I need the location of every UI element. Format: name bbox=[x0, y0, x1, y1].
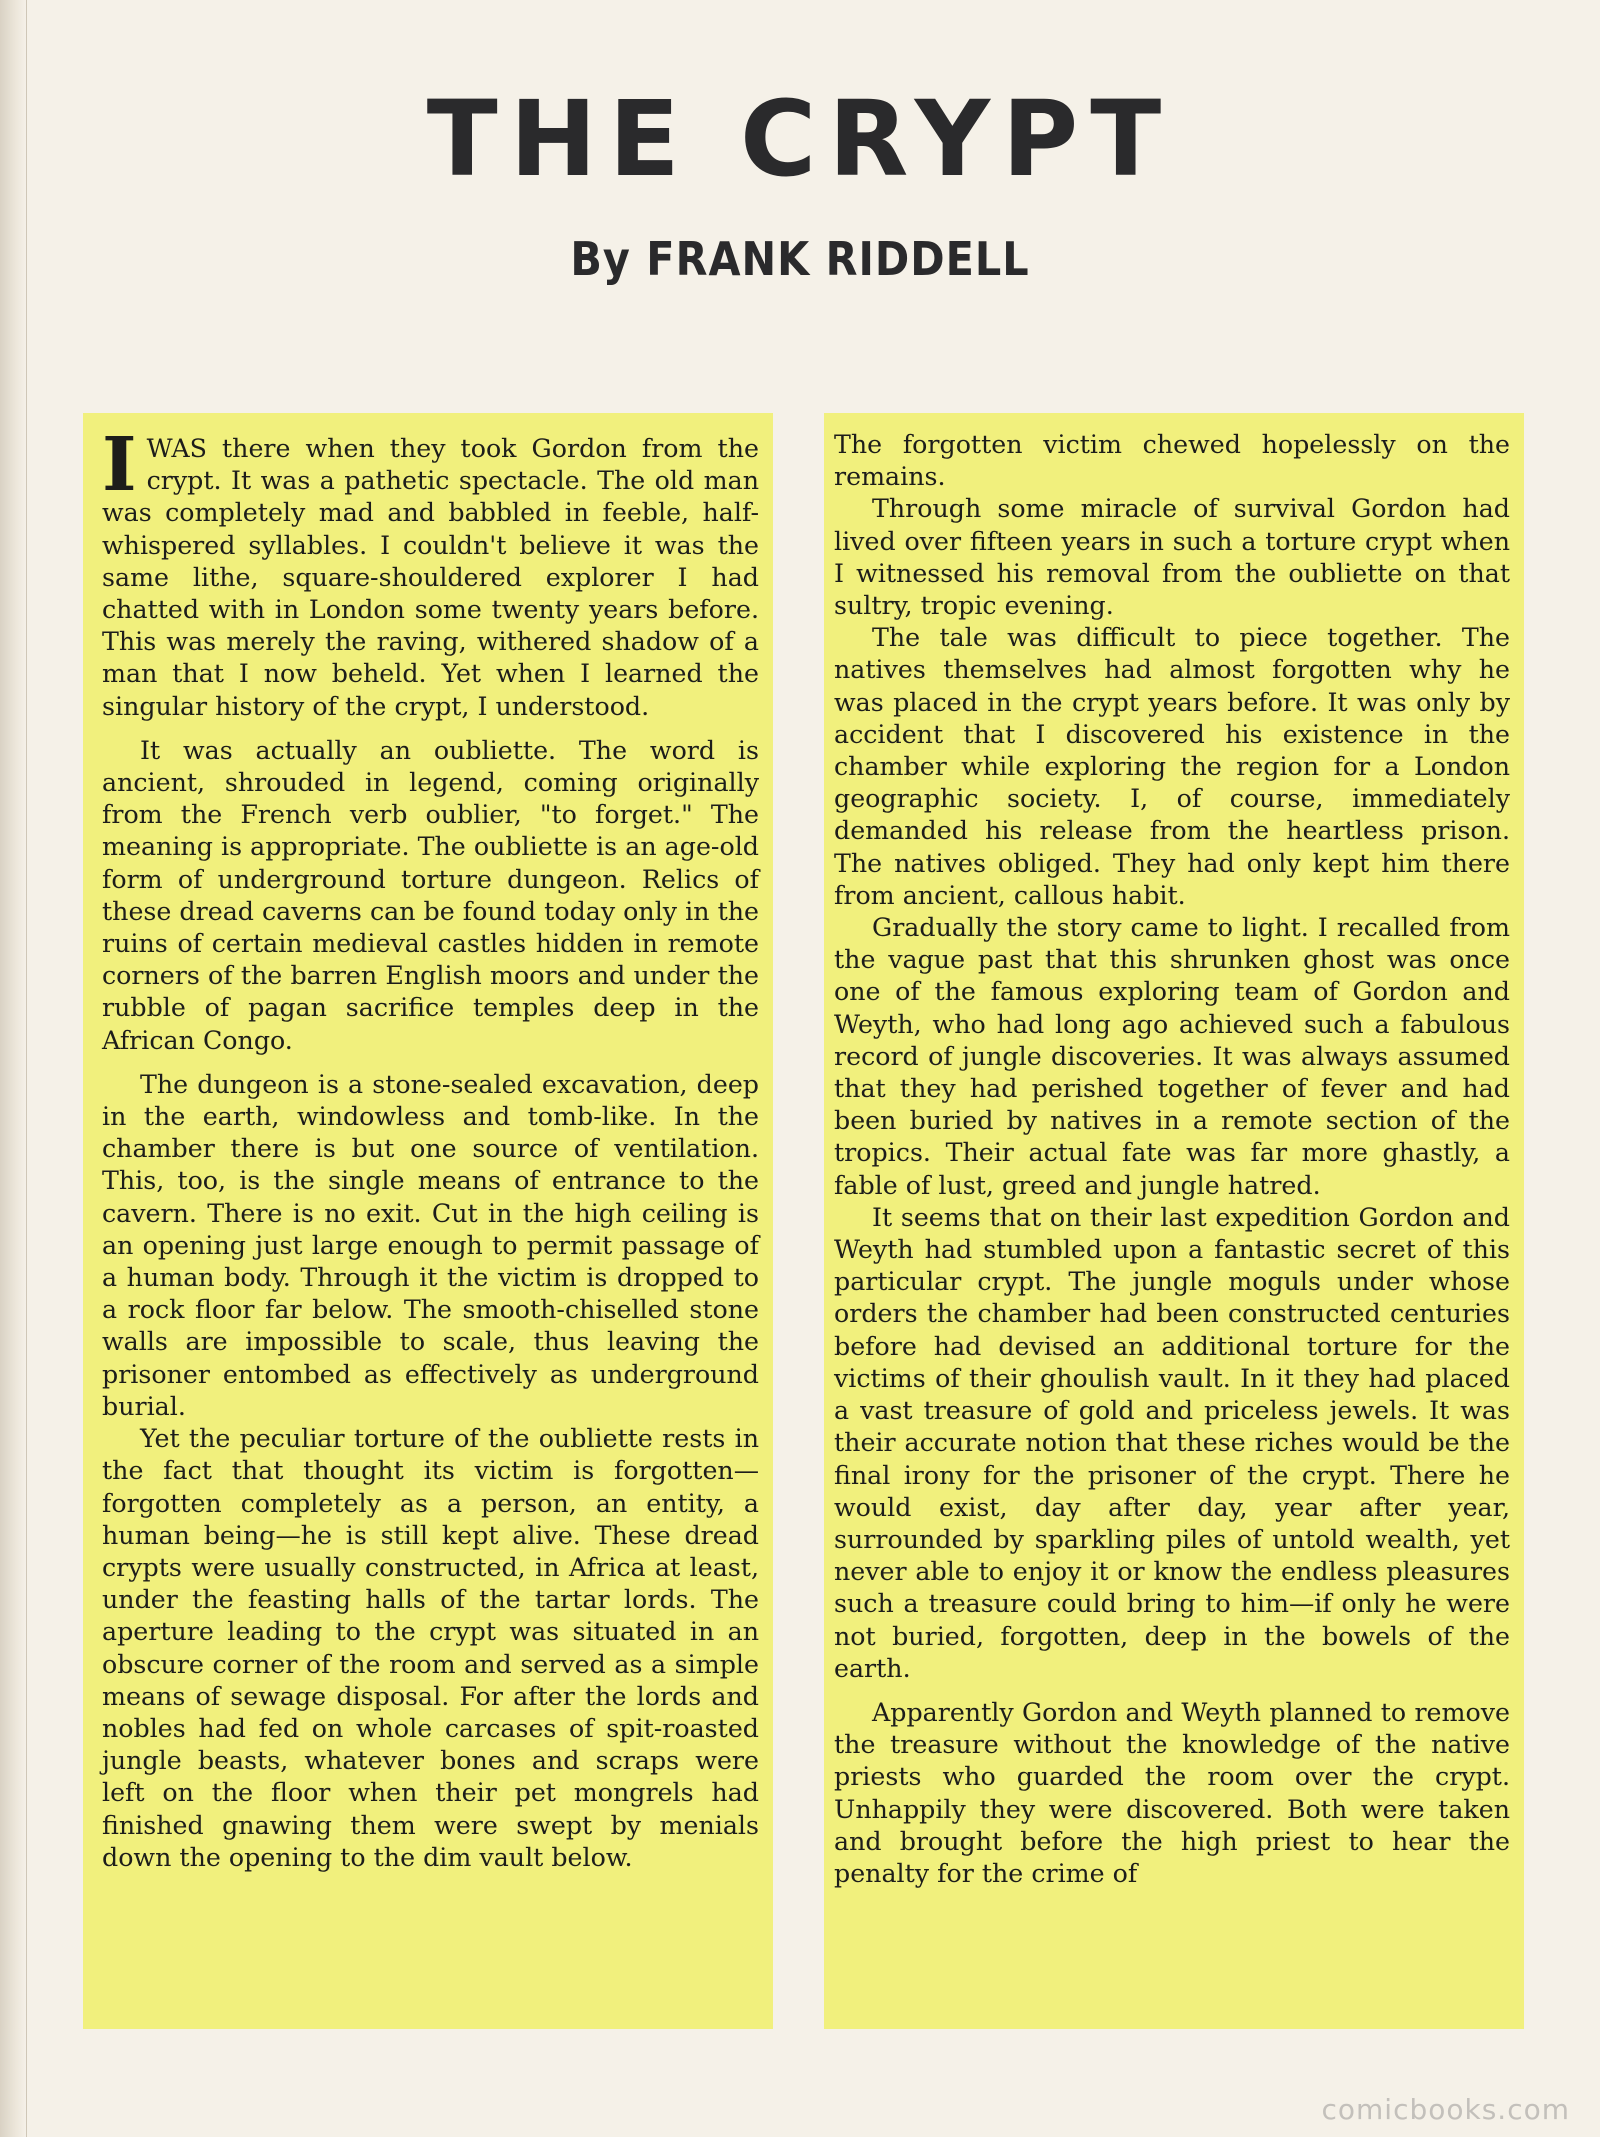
paragraph: Gradually the story came to light. I recalled from the vague past that this shrunken ghost was once one of the famous exploring team of Gordon and Weyth, who had long ago achieved such a fabulous record of jungle discoveries. It was always assumed that they had perished together of fever and had been buried by natives in a remote section of the tropics. Their actual fate was far more ghastly, a fable of lust, greed and jungle hatred. bbox=[834, 913, 1510, 1200]
text-panel-left bbox=[83, 413, 773, 2029]
right-column bbox=[834, 429, 1510, 1890]
paragraph: Through some miracle of survival Gordon had lived over fifteen years in such a torture crypt when I witnessed his removal from the oubliette on that sultry, tropic evening. bbox=[834, 494, 1510, 621]
paragraph: It seems that on their last expedition Gordon and Weyth had stumbled upon a fantastic secret of this particular crypt. The jungle moguls under whose orders the chamber had been constructed centuries before had devised an additional torture for the victims of their ghoulish vault. In it they had placed a vast treasure of gold and priceless jewels. It was their accurate notion that these riches would be the final irony for the prisoner of the crypt. There he would exist, day after day, year after year, surrounded by sparkling piles of untold wealth, yet never able to enjoy it or know the endless pleasures such a treasure could bring to him—if only he were not buried, forgotten, deep in the bowels of the earth. bbox=[834, 1202, 1510, 1683]
article-byline: By FRANK RIDDELL bbox=[570, 232, 1030, 286]
paragraph: The forgotten victim chewed hopelessly on the remains. bbox=[834, 430, 1510, 492]
paragraph: The tale was difficult to piece together. The natives themselves had almost forgotten why he was placed in the crypt years before. It was only by accident that I discovered his existence in the chamber while exploring the region for a London geographic society. I, of course, immediately demanded his release from the heartless prison. The natives obliged. They had only kept him there from ancient, callous habit. bbox=[834, 623, 1510, 910]
text-panel-right bbox=[824, 413, 1524, 2029]
paragraph: Apparently Gordon and Weyth planned to remove the treasure without the knowledge of the native priests who guarded the room over the crypt. Unhappily they were discovered. Both were taken and brought before the high priest to hear the penalty for the crime of bbox=[834, 1697, 1510, 1888]
page-spine-edge bbox=[0, 0, 27, 2137]
drop-cap: I bbox=[102, 422, 137, 508]
site-watermark: comicbooks.com bbox=[1321, 2093, 1570, 2126]
paragraph: It was actually an oubliette. The word is ancient, shrouded in legend, coming originally from the French verb oublier, "to forget." The meaning is appropriate. The oubliette is an age-old form of underground torture dungeon. Relics of these dread caverns can be found today only in the ruins of certain medieval castles hidden in remote corners of the barren English moors and under the rubble of pagan sacrifice temples deep in the African Congo. bbox=[102, 735, 759, 1055]
paragraph: Yet the peculiar torture of the oubliette rests in the fact that thought its victim is forgotten—forgotten completely as a person, an entity, a human being—he is still kept alive. These dread crypts were usually constructed, in Africa at least, under the feasting halls of the tartar lords. The aperture leading to the crypt was situated in an obscure corner of the room and served as a simple means of sewage disposal. For after the lords and nobles had fed on whole carcases of spit-roasted jungle beasts, whatever bones and scraps were left on the floor when their pet mongrels had finished gnawing them were swept by menials down the opening to the dim vault below. bbox=[102, 1424, 759, 1872]
paragraph: WAS there when they took Gordon from the crypt. It was a pathetic spectacle. The old man was completely mad and babbled in feeble, half-whispered syllables. I couldn't believe it was the same lithe, square-shouldered explorer I had chatted with in London some twenty years before. This was merely the raving, withered shadow of a man that I now beheld. Yet when I learned the singular history of the crypt, I understood. bbox=[102, 434, 759, 721]
paragraph: The dungeon is a stone-sealed excavation, deep in the earth, windowless and tomb-like. In the chamber there is but one source of ventilation. This, too, is the single means of entrance to the cavern. There is no exit. Cut in the high ceiling is an opening just large enough to permit passage of a human body. Through it the victim is dropped to a rock floor far below. The smooth-chiselled stone walls are impossible to scale, thus leaving the prisoner entombed as effectively as underground burial. bbox=[102, 1069, 759, 1421]
article-title: THE CRYPT bbox=[426, 78, 1174, 200]
left-column bbox=[102, 422, 759, 1874]
